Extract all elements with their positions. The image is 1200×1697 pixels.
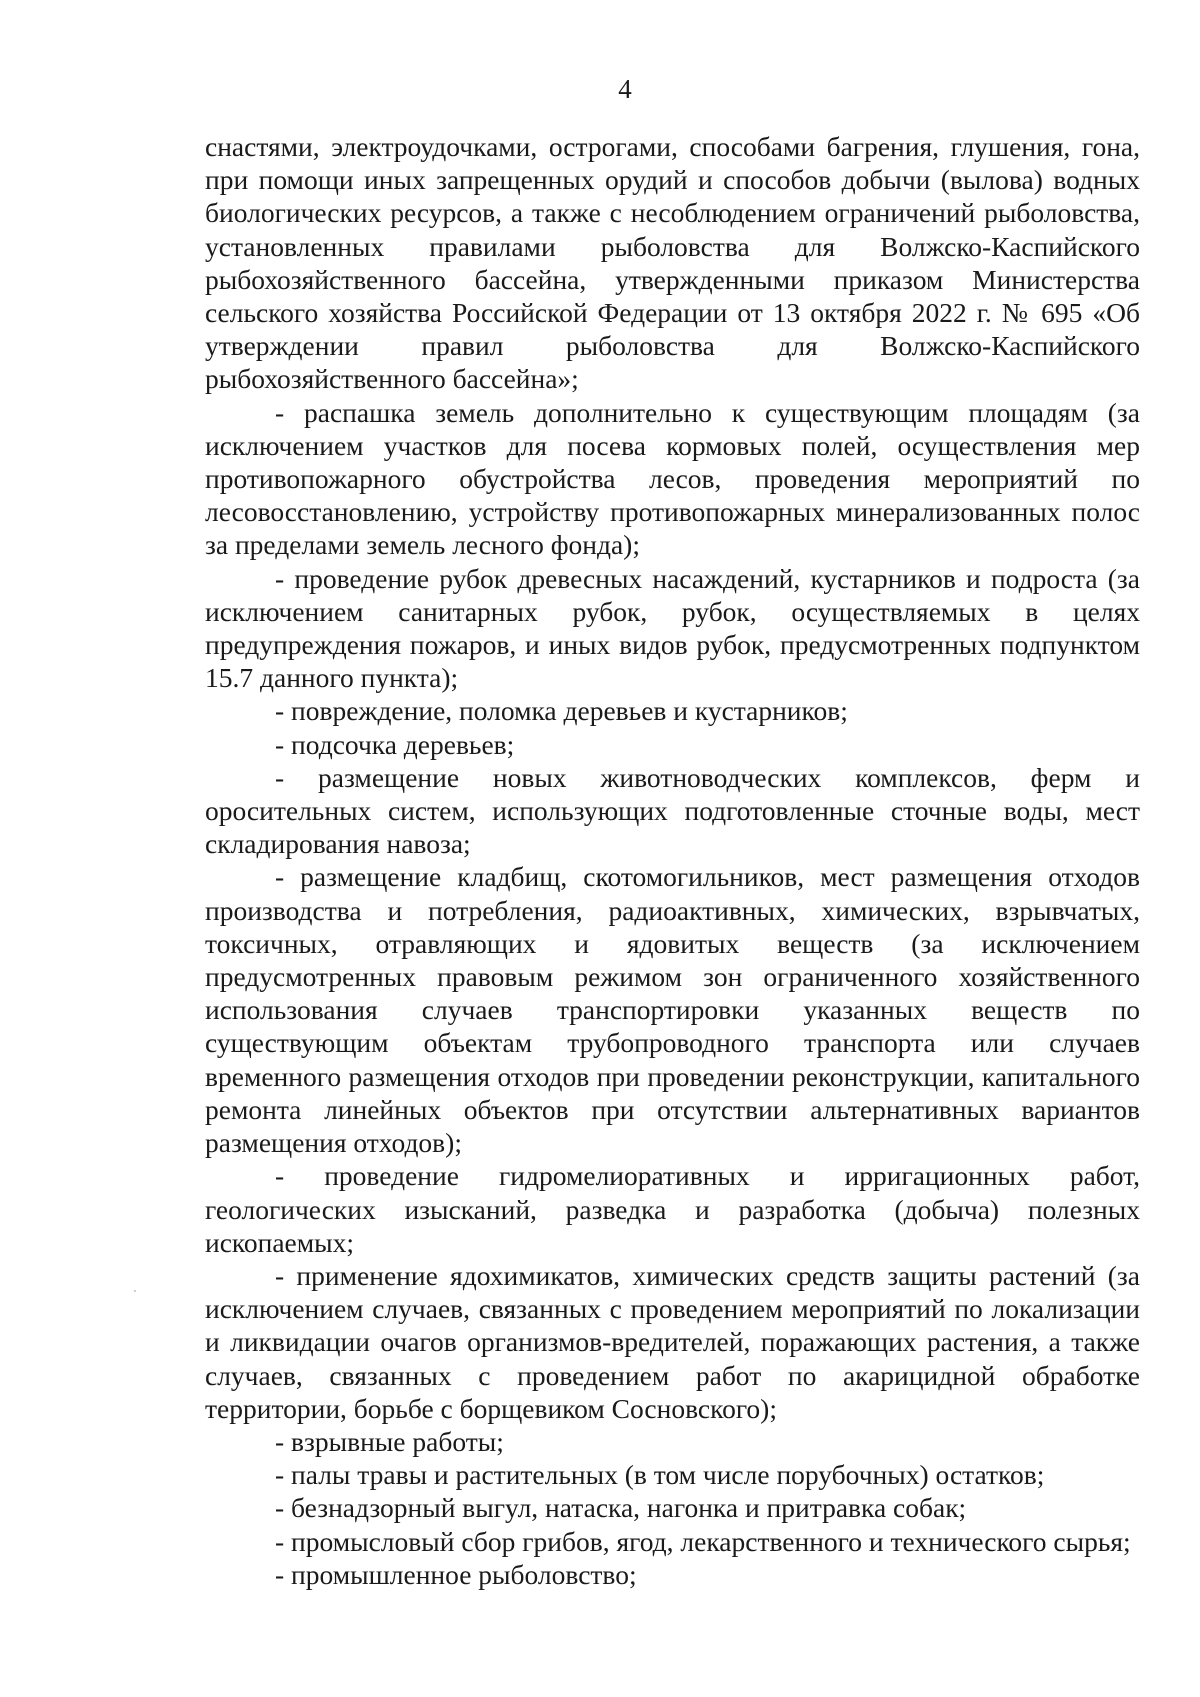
list-item-cemeteries-waste: - размещение кладбищ, скотомогильников, мест размещения отходов производства и потребления, радиоактивных, химических, взрывчатых, токсичных, отравляющих и ядовитых веществ (за исключением предусмотренных правовым режимом зон ограниченного хозяйственного использования случаев транспортировки указанных веществ по существующим объектам трубопроводного транспорта или случаев временного размещения отходов при проведении реконструкции, капитального ремонта линейных объектов при отсутствии альтернативных вариантов размещения отходов); — [205, 861, 1140, 1159]
list-item-blasting: - взрывные работы; — [275, 1425, 504, 1457]
page-number: 4 — [618, 74, 632, 104]
list-item-industrial-fishing: - промышленное рыболовство; — [275, 1558, 637, 1590]
scan-artifact — [134, 1290, 136, 1292]
list-item-tapping: - подсочка деревьев; — [275, 728, 515, 760]
list-item-pesticides: - применение ядохимикатов, химических средств защиты растений (за исключением случаев, связанных с проведением мероприятий по локализации и ликвидации очагов организмов-вредителей, поражающих растения, а также случаев, связанных с проведением работ по акарицидной обработке территории, борьбе с борщевиком Сосновского); — [205, 1259, 1140, 1424]
list-item-harvesting: - промысловый сбор грибов, ягод, лекарственного и технического сырья; — [275, 1525, 1131, 1557]
paragraph-fishing-restrictions: снастями, электроудочками, острогами, способами багрения, глушения, гона, при помощи иных запрещенных орудий и способов добычи (вылова) водных биологических ресурсов, а также с несоблюдением ограничений рыболовства, установленных правилами рыболовства для Волжско-Каспийского рыбохозяйственного бассейна, утвержденными приказом Министерства сельского хозяйства Российской Федерации от 13 октября 2022 г. № 695 «Об утверждении правил рыболовства для Волжско-Каспийского рыбохозяйственного бассейна»; — [205, 131, 1140, 395]
list-item-hydro-works: - проведение гидромелиоративных и ирригационных работ, геологических изысканий, разведка и разработка (добыча) полезных ископаемых; — [205, 1160, 1140, 1258]
list-item-plowing: - распашка земель дополнительно к существующим площадям (за исключением участков для посева кормовых полей, осуществления мер противопожарного обустройства лесов, проведения мероприятий по лесовосстановлению, устройству противопожарных минерализованных полос за пределами земель лесного фонда); — [205, 396, 1140, 561]
list-item-dog-walking: - безнадзорный выгул, натаска, нагонка и притравка собак; — [275, 1492, 967, 1524]
list-item-grass-burning: - палы травы и растительных (в том числе порубочных) остатков; — [275, 1459, 1045, 1491]
list-item-logging: - проведение рубок древесных насаждений, кустарников и подроста (за исключением санитарных рубок, рубок, осуществляемых в целях предупреждения пожаров, и иных видов рубок, предусмотренных подпунктом 15.7 данного пункта); — [205, 562, 1140, 694]
body-text — [205, 130, 1140, 1591]
list-item-tree-damage: - повреждение, поломка деревьев и кустарников; — [275, 695, 848, 727]
list-item-livestock-complexes: - размещение новых животноводческих комплексов, ферм и оросительных систем, использующих подготовленные сточные воды, мест складирования навоза; — [205, 761, 1140, 860]
